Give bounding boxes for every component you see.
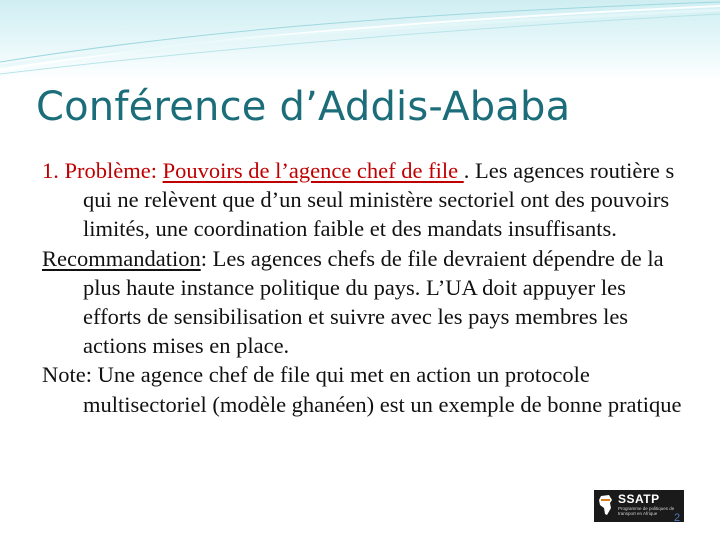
logo-brand: SSATP bbox=[618, 492, 660, 506]
slide-title: Conférence d’Addis-Ababa bbox=[36, 84, 571, 130]
paragraph-lead: 1. Problème: bbox=[42, 158, 163, 183]
page-number: 2 bbox=[674, 512, 681, 524]
paragraph-lead: Recommandation bbox=[42, 245, 201, 271]
paragraph-recommandation bbox=[42, 244, 682, 361]
slide-body bbox=[42, 156, 682, 419]
paragraph-probleme bbox=[42, 156, 682, 244]
paragraph-text: . Les agences routière s qui ne relèvent que d’un seul ministère sectoriel ont des pouvoirs limités, une coordination faible et des mandats insuffisants. bbox=[83, 158, 675, 242]
paragraph-text: Note: Une agence chef de file qui met en action un protocole multisectoriel (modèle ghanéen) est un exemple de bonne pratique bbox=[42, 362, 682, 417]
ssatp-logo bbox=[594, 490, 684, 522]
header-decoration bbox=[0, 0, 720, 80]
paragraph-note bbox=[42, 360, 682, 418]
logo-tagline: Programme de politiques de transport en Afrique bbox=[618, 506, 675, 516]
wave-lines bbox=[0, 0, 720, 80]
emphasis-text: Pouvoirs de l’agence chef de file bbox=[162, 158, 464, 183]
paragraph-text: : Les agences chefs de file devraient dépendre de la plus haute instance politique du pays. L’UA doit appuyer les efforts de sensibilisation et suivre avec les pays membres les actions mises en place. bbox=[83, 245, 664, 359]
africa-icon bbox=[598, 494, 614, 516]
